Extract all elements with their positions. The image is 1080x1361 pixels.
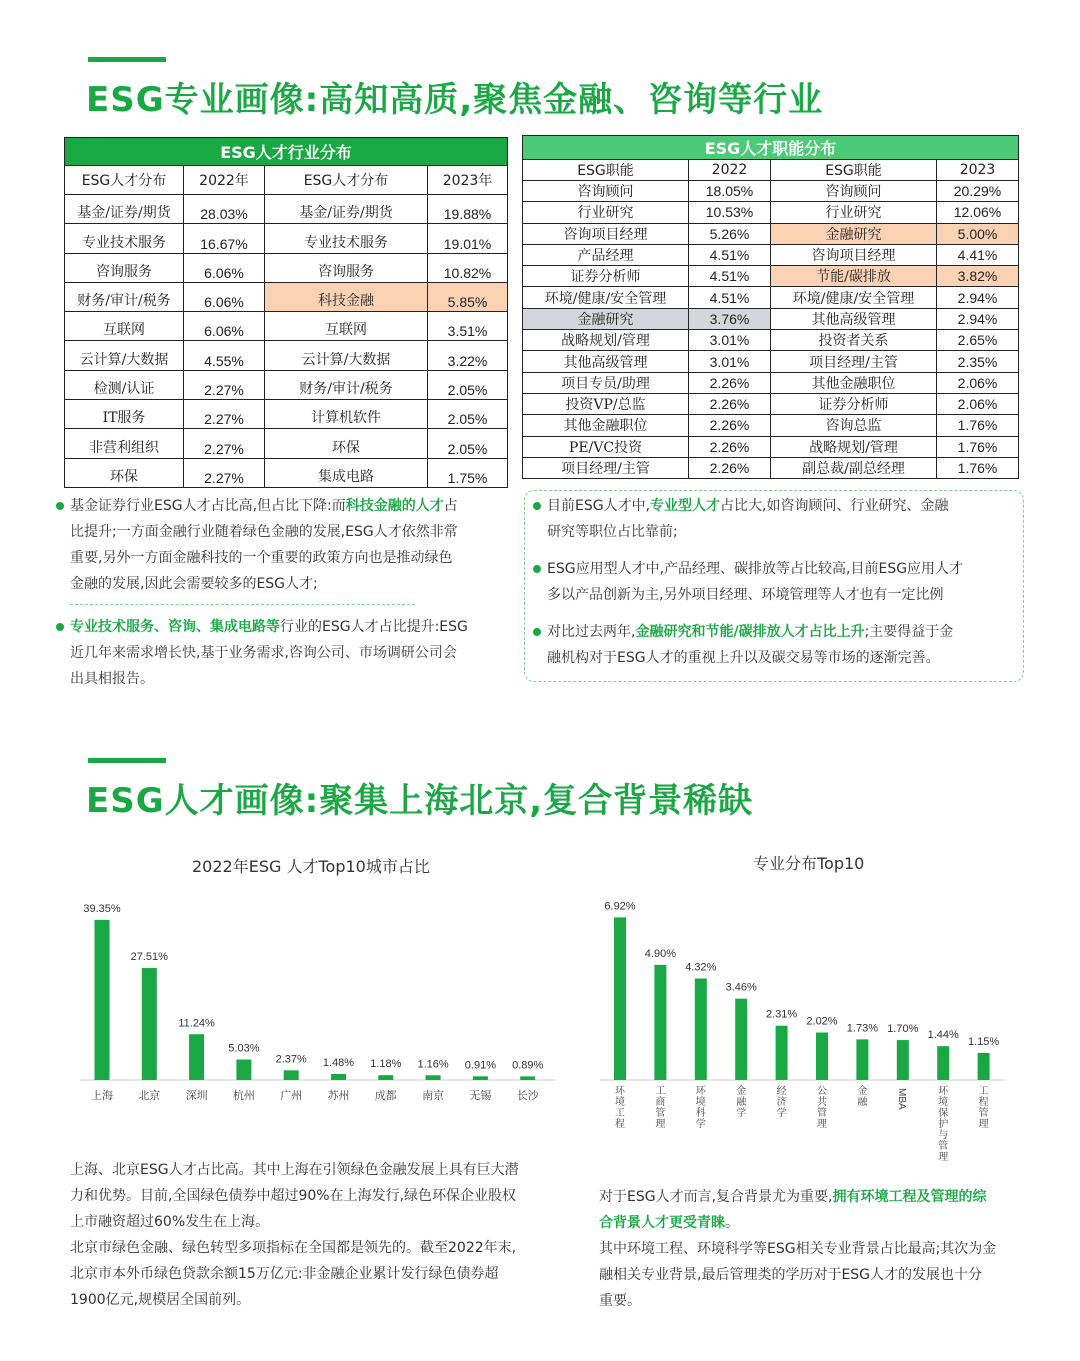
table-cell: 4.51% [689, 287, 771, 308]
note-text: 对比过去两年, [547, 624, 636, 640]
note-emphasis: 专业型人才 [650, 498, 721, 514]
table-cell: 5.26% [689, 223, 771, 244]
industry-table-title: ESG人才行业分布 [65, 138, 508, 166]
section2-heading: ESG人才画像:聚集上海北京,复合背景稀缺 [86, 781, 754, 821]
data-label: 4.32% [685, 961, 717, 974]
category-label: 广州 [280, 1089, 303, 1102]
table-cell: 战略规划/管理 [771, 436, 937, 457]
table-cell: 3.82% [937, 266, 1019, 287]
data-label: 27.51% [130, 951, 168, 964]
table-cell: 项目经理/主管 [523, 457, 689, 478]
table-cell: 2.05% [428, 400, 508, 429]
table-cell: 2.05% [428, 429, 508, 458]
bar [978, 1053, 990, 1080]
para-line: 融相关专业背景,最后管理类的学历对于ESG人才的发展也十分 [599, 1267, 983, 1283]
table-cell: 5.00% [937, 223, 1019, 244]
column-header: 2022 [689, 160, 771, 181]
table-cell: 金融研究 [771, 223, 937, 244]
table-cell: 项目专员/助理 [523, 372, 689, 393]
table-cell: 2.65% [937, 330, 1019, 351]
table-cell: 3.01% [689, 330, 771, 351]
table-cell: 财务/审计/税务 [65, 282, 184, 311]
table-cell: 2.27% [184, 458, 265, 487]
data-label: 1.70% [887, 1023, 919, 1036]
table-cell: 环保 [265, 429, 428, 458]
table-cell: 5.85% [428, 282, 508, 311]
para-line: 上市融资超过60%发生在上海。 [70, 1214, 270, 1230]
category-label: 环境保护与管理 [938, 1086, 949, 1163]
table-cell: 云计算/大数据 [65, 341, 184, 370]
major-chart-title: 专业分布Top10 [753, 854, 865, 873]
category-label: 北京 [138, 1089, 161, 1102]
table-cell: 4.41% [937, 244, 1019, 265]
table-cell: 2.94% [937, 287, 1019, 308]
table-cell: 2.26% [689, 393, 771, 414]
para-line: 北京市本外币绿色贷款余额15万亿元:非金融企业累计发行绿色债券超 [70, 1266, 499, 1282]
table-cell: 其他金融职位 [771, 372, 937, 393]
column-header: 2022年 [184, 166, 265, 195]
table-cell: 检测/认证 [65, 370, 184, 399]
table-cell: 2.27% [184, 400, 265, 429]
table-cell: 10.53% [689, 202, 771, 223]
category-label: 金融 [857, 1086, 868, 1108]
table-cell: 金融研究 [523, 308, 689, 329]
table-cell: 4.55% [184, 341, 265, 370]
note-text: 占比大,如咨询顾问、行业研究、金融 [720, 498, 949, 514]
column-header: ESG人才分布 [265, 166, 428, 195]
function-table-title: ESG人才职能分布 [523, 136, 1019, 160]
table-cell: 1.76% [937, 457, 1019, 478]
note-emphasis: 专业技术服务、咨询、集成电路等 [70, 619, 280, 635]
data-label: 0.89% [512, 1059, 544, 1072]
data-label: 5.03% [228, 1042, 260, 1055]
note-text: 研究等职位占比靠前; [547, 524, 678, 540]
note-text: 金融的发展,因此会需要较多的ESG人才; [70, 576, 318, 592]
table-cell: 1.76% [937, 415, 1019, 436]
column-header: ESG人才分布 [65, 166, 184, 195]
table-cell: 16.67% [184, 224, 265, 253]
table-cell: 2.26% [689, 436, 771, 457]
note-emphasis: 科技金融的人才 [345, 498, 444, 514]
table-cell: 云计算/大数据 [265, 341, 428, 370]
table-cell: 基金/证券/期货 [265, 195, 428, 224]
table-cell: 节能/碳排放 [771, 266, 937, 287]
city-chart-title: 2022年ESG 人才Top10城市占比 [192, 857, 430, 876]
column-header: ESG职能 [523, 160, 689, 181]
data-label: 11.24% [178, 1017, 215, 1030]
category-label: 公共管理 [817, 1086, 827, 1130]
data-label: 1.16% [417, 1058, 449, 1071]
bar [816, 1033, 828, 1080]
bar [654, 965, 666, 1080]
table-cell: 2.27% [184, 429, 265, 458]
table-cell: 19.88% [428, 195, 508, 224]
note-text: 目前ESG人才中, [547, 498, 651, 514]
table-cell: 行业研究 [523, 202, 689, 223]
table-cell: 计算机软件 [265, 400, 428, 429]
data-label: 3.46% [725, 981, 757, 994]
data-label: 39.35% [83, 902, 121, 915]
table-cell: 战略规划/管理 [523, 330, 689, 351]
table-cell: 环境/健康/安全管理 [771, 287, 937, 308]
para-text: 。 [725, 1215, 739, 1231]
table-cell: 专业技术服务 [65, 224, 184, 253]
table-cell: 12.06% [937, 202, 1019, 223]
para-emphasis: 合背景人才更受青睐 [599, 1215, 725, 1231]
table-cell: 其他高级管理 [771, 308, 937, 329]
city-paragraph [70, 1157, 570, 1313]
major-paragraph [599, 1184, 1039, 1314]
note-text: ;主要得益于金 [864, 624, 954, 640]
table-cell: 1.75% [428, 458, 508, 487]
bar [776, 1026, 788, 1080]
table-cell: 1.76% [937, 436, 1019, 457]
table-cell: 投资者关系 [771, 330, 937, 351]
table-cell: 集成电路 [265, 458, 428, 487]
data-label: 2.02% [806, 1015, 838, 1028]
table-cell: 互联网 [65, 312, 184, 341]
bar [897, 1040, 909, 1080]
note-text: 融机构对于ESG人才的重视上升以及碳交易等市场的逐渐完善。 [547, 650, 940, 666]
note-text: 占 [443, 498, 458, 514]
table-cell: 行业研究 [771, 202, 937, 223]
category-label: MBA [895, 1088, 907, 1110]
table-cell: 2.35% [937, 351, 1019, 372]
table-cell: 专业技术服务 [265, 224, 428, 253]
table-cell: 咨询顾问 [523, 181, 689, 202]
category-label: 工程管理 [978, 1086, 989, 1130]
table-cell: 产品经理 [523, 244, 689, 265]
table-cell: 投资VP/总监 [523, 393, 689, 414]
data-label: 1.18% [370, 1058, 402, 1071]
para-line: 重要。 [599, 1293, 641, 1309]
table-cell: 6.06% [184, 253, 265, 282]
table-cell: 10.82% [428, 253, 508, 282]
data-label: 1.48% [322, 1056, 355, 1069]
table-cell: 3.01% [689, 351, 771, 372]
data-label: 2.31% [765, 1008, 798, 1021]
table-cell: 非营利组织 [65, 429, 184, 458]
table-cell: 2.94% [937, 308, 1019, 329]
para-line: 1900亿元,规模居全国前列。 [70, 1292, 251, 1308]
bar [614, 917, 626, 1080]
note-text: 多以产品创新为主,另外项目经理、环境管理等人才也有一定比例 [547, 587, 944, 603]
table-cell: 其他高级管理 [523, 351, 689, 372]
data-label: 2.37% [275, 1053, 307, 1066]
category-label: 长沙 [516, 1089, 539, 1102]
category-label: 上海 [91, 1089, 113, 1102]
table-cell: 基金/证券/期货 [65, 195, 184, 224]
para-line: 北京市绿色金融、绿色转型多项指标在全国都是领先的。截至2022年末, [70, 1240, 517, 1256]
category-label: 环境科学 [695, 1086, 706, 1130]
table-cell: 副总裁/副总经理 [771, 457, 937, 478]
table-cell: 2.05% [428, 370, 508, 399]
table-cell: 18.05% [689, 181, 771, 202]
table-cell: 6.06% [184, 282, 265, 311]
category-label: 南京 [422, 1089, 445, 1102]
note-text: 近几年来需求增长快,基于业务需求,咨询公司、市场调研公司会 [70, 645, 457, 661]
table-cell: PE/VC投资 [523, 436, 689, 457]
table-cell: 2.06% [937, 393, 1019, 414]
note-emphasis: 金融研究和节能/碳排放人才占比上升 [635, 624, 865, 640]
table-cell: 19.01% [428, 224, 508, 253]
bar [856, 1039, 868, 1080]
table-cell: 20.29% [937, 181, 1019, 202]
table-cell: 咨询项目经理 [523, 223, 689, 244]
category-label: 苏州 [327, 1089, 350, 1102]
table-cell: 3.22% [428, 341, 508, 370]
table-cell: 2.26% [689, 457, 771, 478]
category-label: 工商管理 [655, 1086, 666, 1130]
table-cell: 6.06% [184, 312, 265, 341]
note-text: 基金证券行业ESG人才占比高,但占比下降:而 [70, 498, 346, 514]
data-label: 1.15% [967, 1035, 1000, 1048]
data-label: 0.91% [464, 1059, 497, 1072]
table-cell: 3.76% [689, 308, 771, 329]
section1-heading: ESG专业画像:高知高质,聚焦金融、咨询等行业 [86, 80, 824, 120]
para-text: 对于ESG人才而言,复合背景尤为重要, [599, 1189, 833, 1205]
table-cell: 互联网 [265, 312, 428, 341]
category-label: 环境工程 [615, 1086, 625, 1130]
table-cell: 证券分析师 [523, 266, 689, 287]
data-label: 4.90% [644, 947, 677, 960]
para-line: 其中环境工程、环境科学等ESG相关专业背景占比最高;其次为金 [599, 1241, 997, 1257]
table-cell: 咨询项目经理 [771, 244, 937, 265]
table-cell: 咨询服务 [65, 253, 184, 282]
table-cell: 项目经理/主管 [771, 351, 937, 372]
data-label: 1.44% [927, 1029, 959, 1042]
category-label: 金融学 [736, 1086, 747, 1119]
para-emphasis: 拥有环境工程及管理的综 [832, 1189, 987, 1205]
note-text: 出具相报告。 [70, 671, 154, 687]
table-cell: 3.51% [428, 312, 508, 341]
table-cell: 咨询服务 [265, 253, 428, 282]
table-cell: 2.06% [937, 372, 1019, 393]
category-label: 成都 [374, 1089, 397, 1102]
table-cell: 咨询顾问 [771, 181, 937, 202]
data-label: 6.92% [604, 900, 636, 913]
table-cell: 28.03% [184, 195, 265, 224]
bar [695, 978, 707, 1080]
table-cell: 4.51% [689, 244, 771, 265]
column-header: ESG职能 [771, 160, 937, 181]
table-cell: 2.26% [689, 415, 771, 436]
note-text: 行业的ESG人才占比提升:ESG [280, 619, 468, 635]
category-label: 深圳 [185, 1089, 208, 1102]
column-header: 2023年 [428, 166, 508, 195]
category-label: 经济学 [776, 1086, 787, 1119]
table-cell: 科技金融 [265, 282, 428, 311]
table-cell: 证券分析师 [771, 393, 937, 414]
note-text: 比提升;一方面金融行业随着绿色金融的发展,ESG人才依然非常 [70, 524, 458, 540]
bar [735, 999, 747, 1080]
table-cell: 4.51% [689, 266, 771, 287]
note-text: 重要,另外一方面金融科技的一个重要的政策方向也是推动绿色 [70, 550, 453, 566]
note-text: ESG应用型人才中,产品经理、碳排放等占比较高,目前ESG应用人才 [547, 561, 964, 577]
bar [937, 1046, 949, 1080]
category-label: 杭州 [232, 1089, 255, 1102]
table-cell: 财务/审计/税务 [265, 370, 428, 399]
table-cell: 环境/健康/安全管理 [523, 287, 689, 308]
para-line: 力和优势。目前,全国绿色债券中超过90%在上海发行,绿色环保企业股权 [70, 1188, 517, 1204]
data-label: 1.73% [846, 1022, 879, 1035]
table-cell: IT服务 [65, 400, 184, 429]
para-line: 上海、北京ESG人才占比高。其中上海在引领绿色金融发展上具有巨大潜 [70, 1162, 519, 1178]
category-label: 无锡 [469, 1089, 492, 1102]
table-cell: 2.27% [184, 370, 265, 399]
column-header: 2023 [937, 160, 1019, 181]
table-cell: 2.26% [689, 372, 771, 393]
table-cell: 环保 [65, 458, 184, 487]
table-cell: 其他金融职位 [523, 415, 689, 436]
table-cell: 咨询总监 [771, 415, 937, 436]
